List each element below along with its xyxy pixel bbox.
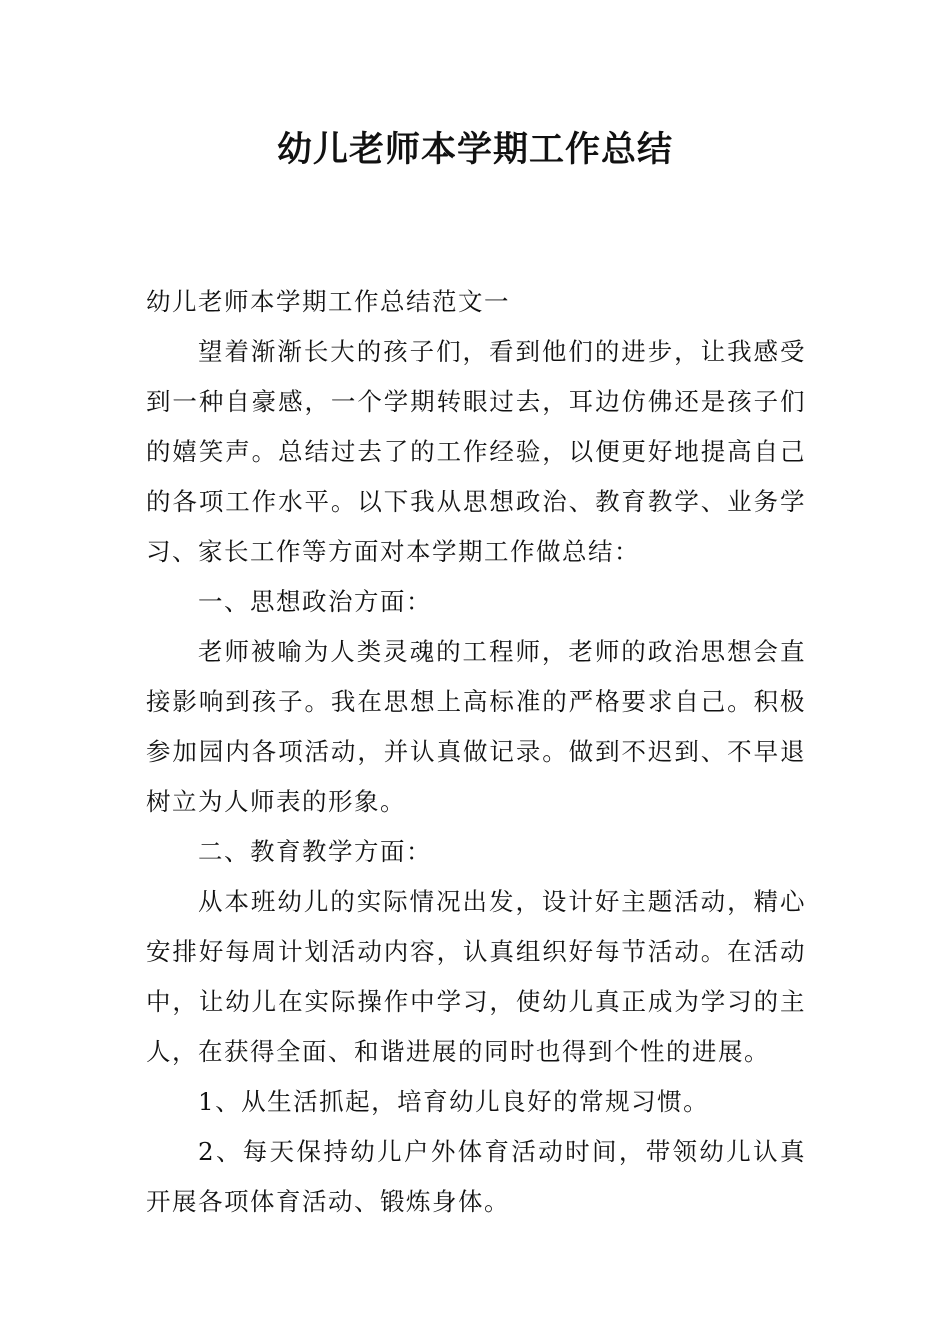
- document-subtitle: 幼儿老师本学期工作总结范文一: [146, 287, 510, 316]
- document-title: 幼儿老师本学期工作总结: [276, 130, 673, 170]
- section-heading-teaching: 二、教育教学方面：: [198, 837, 432, 866]
- paragraph-teaching: 从本班幼儿的实际情况出发，设计好主题活动，精心安排好每周计划活动内容，认真组织好每节活动。在活动中，让幼儿在实际操作中学习，使幼儿真正成为学习的主人，在获得全面、和谐进展的同时也得到个性的进展。: [146, 887, 806, 1066]
- section-heading-politics: 一、思想政治方面：: [198, 587, 432, 616]
- list-item-sports: 2、每天保持幼儿户外体育活动时间，带领幼儿认真开展各项体育活动、锻炼身体。: [146, 1137, 806, 1216]
- list-item-habits: 1、从生活抓起，培育幼儿良好的常规习惯。: [198, 1087, 710, 1116]
- paragraph-politics: 老师被喻为人类灵魂的工程师，老师的政治思想会直接影响到孩子。我在思想上高标准的严格要求自己。积极参加园内各项活动，并认真做记录。做到不迟到、不早退树立为人师表的形象。: [146, 637, 806, 816]
- paragraph-intro: 望着渐渐长大的孩子们，看到他们的进步，让我感受到一种自豪感，一个学期转眼过去，耳边仿佛还是孩子们的嬉笑声。总结过去了的工作经验，以便更好地提高自己的各项工作水平。以下我从思想政治、教育教学、业务学习、家长工作等方面对本学期工作做总结：: [146, 337, 806, 566]
- document-body: [146, 277, 806, 1227]
